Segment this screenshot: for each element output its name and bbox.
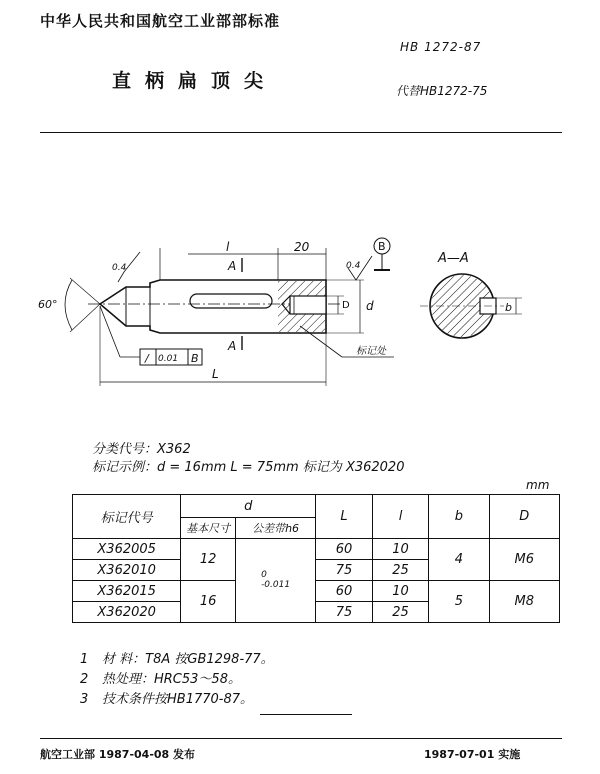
note-item	[80, 648, 274, 667]
notes-end-rule	[260, 714, 352, 715]
row-D: M8	[489, 581, 559, 623]
row-code: X362010	[73, 560, 181, 581]
row-l: 10	[372, 539, 429, 560]
note-number: 3	[80, 692, 89, 707]
note-item	[80, 668, 241, 687]
section-mark-top: A	[228, 259, 237, 273]
header-b: b	[429, 495, 489, 539]
row-d: 16	[181, 581, 236, 623]
header-L: L	[316, 495, 373, 539]
section-title: A—A	[438, 251, 469, 266]
marking-example: 标记示例：d = 16mm L = 75mm 标记为 X362020	[92, 460, 405, 475]
standard-number: HB 1272-87	[400, 40, 482, 54]
section-mark-bottom: A	[228, 339, 237, 353]
issuing-organization: 中华人民共和国航空工业部部标准	[40, 12, 281, 30]
header-d: d	[181, 495, 316, 518]
marking-label: 标记处	[356, 346, 386, 357]
row-L: 60	[316, 581, 373, 602]
row-d: 12	[181, 539, 236, 581]
unit-label: mm	[526, 478, 550, 492]
footer-rule	[40, 738, 562, 739]
dim-L: L	[212, 367, 219, 381]
row-b: 5	[429, 581, 489, 623]
header-l: l	[372, 495, 429, 539]
note-number: 2	[80, 672, 89, 687]
header-code: 标记代号	[73, 495, 181, 539]
document-title: 直柄扁顶尖	[112, 70, 278, 92]
tolerance-value: 0.01	[158, 354, 179, 364]
row-code: X362005	[73, 539, 181, 560]
classification-code: 分类代号：X362	[92, 442, 191, 457]
threaded-hole	[290, 296, 326, 314]
roughness-1: 0.4	[112, 263, 127, 273]
table-row	[73, 581, 560, 602]
row-l: 25	[372, 560, 429, 581]
angle-label: 60°	[38, 298, 58, 311]
note-item	[80, 688, 253, 707]
angle-arc	[65, 280, 72, 330]
roughness-2: 0.4	[346, 261, 361, 271]
dim-b: b	[505, 301, 512, 314]
spec-table	[72, 494, 560, 623]
header-D: D	[489, 495, 559, 539]
note-text: 技术条件按HB1770-87。	[102, 692, 254, 707]
tolerance-symbol: /	[145, 352, 149, 365]
row-D: M6	[489, 539, 559, 581]
row-code: X362015	[73, 581, 181, 602]
table-row	[73, 539, 560, 560]
dim-20: 20	[294, 240, 310, 254]
dim-l: l	[226, 240, 230, 254]
row-L: 75	[316, 560, 373, 581]
row-l: 25	[372, 602, 429, 623]
effective-date: 1987-07-01 实施	[424, 748, 521, 761]
note-number: 1	[80, 652, 89, 667]
row-L: 75	[316, 602, 373, 623]
dim-D: D	[342, 300, 350, 311]
note-text: 材 料：T8A 按GB1298-77。	[102, 652, 274, 667]
datum-label: B	[378, 240, 386, 253]
row-L: 60	[316, 539, 373, 560]
note-text: 热处理：HRC53～58。	[102, 672, 241, 687]
tolerance-upper: 0	[261, 570, 267, 580]
tolerance-lower: -0.011	[261, 580, 291, 590]
replaces-standard: 代替HB1272-75	[396, 84, 488, 98]
header-d-basic: 基本尺寸	[181, 518, 236, 539]
dim-d: d	[366, 299, 374, 313]
row-code: X362020	[73, 602, 181, 623]
row-b: 4	[429, 539, 489, 581]
row-l: 10	[372, 581, 429, 602]
tolerance-cell	[235, 539, 315, 623]
tolerance-datum: B	[191, 352, 199, 365]
flat-slot	[190, 294, 272, 308]
issue-date: 航空工业部 1987-04-08 发布	[40, 748, 196, 761]
header-d-tolerance: 公差带h6	[235, 518, 315, 539]
